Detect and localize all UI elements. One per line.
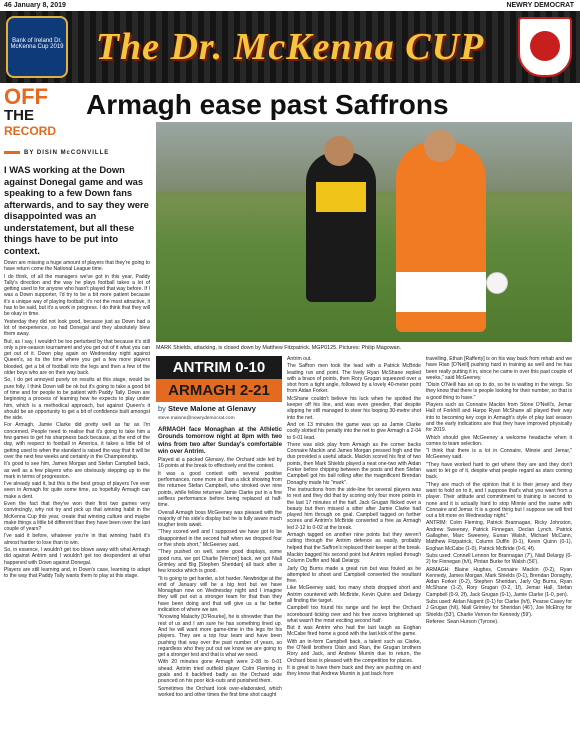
scoreboard: [156, 356, 282, 402]
article-paragraph: But, as I say, I wouldn't be too perturbed by that because it's still only a pre-season tournament and you get out of it what you can get out of it. Down play again on Wednesday night against Queen's, so its the time where you get a few more players blooded, get a bit of football into the legs and then a few of the older boys who are on their way back.: [4, 338, 150, 377]
article-column-3: [426, 356, 572, 730]
article-paragraph: McShane couldn't believe his luck when he spotted the keeper off his line, and was even greedier, that despite slipping he still managed to steer his looping 30-metre shot into the net.: [287, 395, 421, 421]
article-paragraph: Down are missing a huge amount of players that they're going to have return come the National League time.: [4, 260, 150, 273]
article-paragraph: ANTRIM: Colm Fleming, Patrick Brannagan, Ricky Johnston, Andrew Sweeney, Patrick Finnegan, Declan Lynch, Patrick Gallagher, Marc Sweeney, Eunan Walsh, Michael McCann, Matthew Fitzpatrick, Column Duffin (0-1), Kevin Quinn (0-1), Eoghan McCabe (1-0), Patrick McBride (0-6, 4f).: [426, 520, 572, 552]
article-paragraph: "Knowing Malachy [O'Rourke], he is shrewder than the rest of us and I am sure he has something lined up. And he will want more game-time in the legs for his players. They are a top four team and have been pushing that way over the past number of years, so regardless who they put out we know we are going to get a stronger test and that is what we need.: [158, 614, 282, 659]
article-paragraph: Players such as Connaire Mackin from Stone O'Neill's, Jemar Hall of Forkhill and Harpo Ryan McShane all played their way into to becoming key cogs in Armagh's style of play last season and the early indications are that they have improved physically for 2019.: [426, 402, 572, 434]
article-paragraph: "It is going to get harder, a lot harder. Newbridge at the end of January will be a big test but we have Monaghan now on Wednesday night and I imagine they will put out a stronger team for that than they have been doing and that will give us a far better indication of where we are.: [158, 575, 282, 614]
photo-player-antrim: [306, 152, 376, 302]
article-paragraph: So, I do get annoyed purely on results at this stage, would be pure folly. I think Down will be ok but it's going to take a good bit of time and for people to be patient with Paddy Tally. Down are beginning a process of learning how he expects to play under him, which is a methodical approach, but against Queen's it should be an opportunity to get a bit of confidence built amongst the side.: [4, 377, 150, 422]
article-paragraph: Players are still learning and, in Down's case, learning to adapt to the way that Paddy Tally wants them to play at this stage.: [4, 566, 150, 580]
article-paragraph: Yesterday they did not look good, because just as Down had a lot of inexperience, so had Donegal and they absolutely blew them away.: [4, 318, 150, 338]
column-byline-text: BY DISIN McCONVILLE: [24, 150, 110, 156]
opinion-column: [4, 164, 150, 730]
article-paragraph: With an in-form Campbell back, a talent such as Clarke, the O'Neill brothers Oisin and Rian, the Grugan brothers Rory and Jack, and Andrew Murnin due to return, the Orchard boss is pleased with the competition for places.: [287, 638, 421, 664]
article-paragraph: And on 13 minutes the game was up as Jamie Clarke coolly slotted his penalty into the net to give Armagh a 2-04 to 0-01 lead.: [287, 421, 421, 441]
article-byline: [158, 404, 282, 416]
page-title: Armagh ease past Saffrons: [86, 89, 449, 120]
article-paragraph: "They are much of the opinion that it is their jersey and they want to hold on to it, and I suppose that's what you want from a player. Their attitude and commitment to training is second to none and it is actually hard to stop Minnie and the same with Connaire and Jemar. It is a good thing but I suppose we will find out a bit more on Wednesday night.": [426, 481, 572, 520]
opinion-lead: I WAS working at the Down against Donegal game and was speaking to a few Down fans afterwards, and to say they were disappointed was an understatement, but all these things have to be put into context.: [4, 164, 149, 256]
article-paragraph: Jarly Og Burns made a great run but was fouled as he attempted to shoot and Campbell converted the resultant free.: [287, 565, 421, 585]
article-paragraph: It's good to see him, James Morgan and Stefan Campbell back, as well as a few players who are obviously stepping up to the mark in terms of progression.: [4, 461, 150, 480]
off-label: OFF: [4, 84, 48, 109]
article-paragraph: It is great to have them back and they are pushing on and they know that Andrew Murnin is just back from: [287, 664, 421, 678]
page-header: [0, 0, 580, 11]
banner-title: The Dr. McKenna CUP: [95, 26, 485, 68]
article-paragraph: So, in essence, I wouldn't get too blown away with what Armagh did against Antrim and I wouldn't get too despondent at what happened with Down against Donegal.: [4, 547, 150, 566]
article-paragraph: With 20 minutes gone Armagh were 2-08 to 0-01 ahead. Antrim tried outfield player Colm Fleming in goals and it backfired badly as the Orchard side pounced on his poor kick-outs and punished them.: [158, 659, 282, 685]
article-paragraph: Like McGeeney said, too many shots dropped short and Antrim countered with McBride, Kevin Quinn and Delargy all finding the target.: [287, 585, 421, 604]
article-paragraph: Subs used: Connell Lennon for Brannagan (7'), Niall Delargy (0-2) for Finnegan (h/t), Pintan Burke for Walsh (56').: [426, 552, 572, 566]
photo-player-antrim-head: [324, 136, 354, 166]
cup-banner: [0, 11, 580, 83]
photo-caption: MARK Shields, attacking, is closed down by Matthew Fitzpatrick. MGP0125. Pictures: Philip Magowan.: [156, 345, 402, 351]
article-paragraph: Overall Armagh boss McGeeney was pleased with the majority of his side's display but he is fully aware much tougher tests await.: [158, 509, 282, 529]
article-paragraph: It was a good contest with several positive performances, none more so than a slick showing from the returnee Stefan Campbell, who stroked over nine points, while fellow returnee Jamie Clarke put in a fine selfless performance before being replaced at half-time.: [158, 470, 282, 509]
photo-player-antrim-stripe: [316, 182, 366, 212]
article-paragraph: "Oisin O'Neill has an op to do, so he is waiting in the wings. So they know that there is people looking for their number, so that is a good thing to have.": [426, 382, 572, 401]
article-paragraph: travelling, Ethan [Rafferty] is on his way back from rehab and we have Rian [O'Neill] pushing hard in training as well and he has been really putting it in, since he came in over this past couple of weeks," said McGeeney.: [426, 356, 572, 381]
byline-prefix: by: [158, 404, 166, 413]
page-info: 46 January 8, 2019: [4, 2, 66, 9]
article-paragraph: There was slick play from Armagh as the corner backs Connaire Mackin and James Morgan pressed high and the duo provided a useful attack. Mackin scored his first of two points, then Mark Shields played a neat one-two with Aidan Forker before chipping between the posts and then Stefan Campbell got his ball rolling after the magnificent Brendan Donaghy made his "mark".: [287, 441, 421, 486]
publication-name: NEWRY DEMOCRAT: [506, 2, 574, 9]
author-email: steve.malone@newrydemocrat.com: [158, 416, 235, 421]
article-paragraph: Even the fact that they've won their first two games very convincingly, why not try and pick up that winning habit in the McKenna Cup this year, create that winning culture and maybe make things a little bit different than they have been over the last couple of years?: [4, 500, 150, 533]
article-paragraph: Mackin bagged his second point but Antrim replied through Column Duffin and Niall Delargy.: [287, 551, 421, 565]
article-paragraph: The Saffron men took the lead with a Patrick McBride leading run and point. The lively Ryan McShane replied with a brace of points, then Rory Grugan squeezed over a shot from a tight angle, followed by a lovely 40-meter point from Aidan Forker.: [287, 363, 421, 395]
byline-author: Steve Malone at Glenavy: [168, 404, 256, 413]
score-armagh: ARMAGH 2-21: [156, 379, 282, 402]
article-column-1: [158, 426, 282, 730]
article-paragraph: "They have worked hard to get where they are and they don't want to let go of it, despite what people regard as stars coming back.: [426, 461, 572, 481]
the-label: THE: [4, 107, 34, 124]
article-paragraph: "I think that there is a lot in Connaire, Minnie and Jemar," McGeeney said.: [426, 448, 572, 461]
article-paragraph: I've said it before, whatever you're in that winning habit it's almost harder to lose than to win.: [4, 533, 150, 546]
match-photo: [156, 122, 572, 342]
article-paragraph: The instructions from the side-line for several players was to rest and they did that by scoring only four more points in the last 17 minutes of the half. Jack Grugan flicked over a beauty but then missed a sitter after Jamie Clarke had played him through on goal. Campbell tagged on further scores and Antrim's McBride converted a free as Armagh led 2-12 to 0-02 at the break.: [287, 486, 421, 531]
article-paragraph: "They scored well and I supposed we have got to be disappointed in the second half when we dropped four or five shots short," McGeeney said.: [158, 529, 282, 549]
article-paragraph: ARMAGH face Monaghan at the Athletic Grounds tomorrow night at 8pm with two wins from two after Sunday's comfortable win over Antrim.: [158, 426, 282, 455]
photo-player-armagh-head: [424, 130, 456, 162]
article-paragraph: ARMAGH: Blaine Hughes, Connaire Mackin (0-2), Ryan Kennedy, James Morgan, Mark Shields (0-1), Brendan Donaghy, Aidan Forker (0-2), Stephen Sheridan, Jarly Og Burns, Ryan McShane (1-2), Rory Grugan (0-2, 1f), Jemar Hall, Stefan Campbell (0-9, 2f), Jack Grugan (0-1), Jamie Clarke (1-0, pen).: [426, 566, 572, 598]
byline-bar: [4, 151, 20, 154]
record-label: RECORD: [4, 124, 57, 138]
article-paragraph: Subs used: Aidan Nugent (0-1) for Clarke (h/t), Pearse Casey for J Grugan (h/t), Niall Grimley for Sheridan (46'), Joe McElroy for Shields (53'), Charlie Vernon for Kennedy (59').: [426, 598, 572, 618]
column-byline: [4, 150, 154, 160]
off-the-record-logo: [4, 86, 82, 144]
cup-logo-text: Bank of Ireland Dr. McKenna Cup 2019: [10, 38, 64, 50]
article-paragraph: Armagh tagged on another nine points but they weren't cutting through the Antrim defence as easily, probably helped that the Saffron's replaced their keeper at the break.: [287, 532, 421, 551]
article-paragraph: But it was Antrim who had the last laugh as Eoghan McCabe fired home a good with the last kick of the game.: [287, 625, 421, 638]
article-column-2: [287, 356, 421, 730]
article-paragraph: I do think, of all the managers we've got in this year, Paddy Tally's direction and the way he plays football takes a lot of getting used to for anyone who hasn't played that way before. If I was a Down supporter, I'd try to be a bit more patient because it's a unique way of playing football; it's not the most attractive, it has to be said, but it's a work in progress. I do think that they will be okay in time.: [4, 273, 150, 318]
article-paragraph: Referee: Sean Hurson (Tyrone).: [426, 618, 499, 625]
opinion-paragraphs: [4, 260, 150, 580]
article-paragraph: Campbell too found his range and he kept the Orchard scoreboard ticking over and his free scores brightened up what wasn't the most exciting second half.: [287, 605, 421, 624]
crest-hand-icon: [530, 31, 560, 61]
football-icon: [486, 272, 508, 294]
article-paragraph: Which should give McGeeney a welcome headache when it comes to team selection.: [426, 434, 572, 447]
article-paragraph: Played at a packed Glenavy, the Orchard side led by 16 points at the break to effectively end the contest.: [158, 457, 282, 470]
article-paragraph: Antrim out.: [287, 356, 312, 362]
photo-player-armagh-shorts: [396, 272, 486, 312]
article-paragraph: I've already said it, but this is the best group of players I've ever seen in Armagh for quite some time, so hopefully Armagh can make a dent.: [4, 481, 150, 500]
article-paragraph: "They pushed on well, some good displays, some good runs, we got Charlie [Vernon] back, we got Niall Grimley and Big [Stephen Sheridan] all back after a few knocks which is good.: [158, 549, 282, 575]
ulster-crest-icon: [518, 17, 572, 77]
score-antrim: ANTRIM 0-10: [156, 356, 282, 379]
cup-logo: [6, 16, 68, 78]
article-paragraph: Sometimes the Orchard look over-elaborated, which worked too and other times the first time shot caught: [158, 685, 282, 698]
article-paragraph: For Armagh, Jamie Clarke did pretty well as far as I'm concerned. People need to realise that it's going to take him a few games to get his sharpness back because, at the end of the day, with respect to football in America, it takes a little bit of getting used to when the standard is raised the way that it will be over the next few weeks and certainly in the Championship.: [4, 422, 150, 460]
